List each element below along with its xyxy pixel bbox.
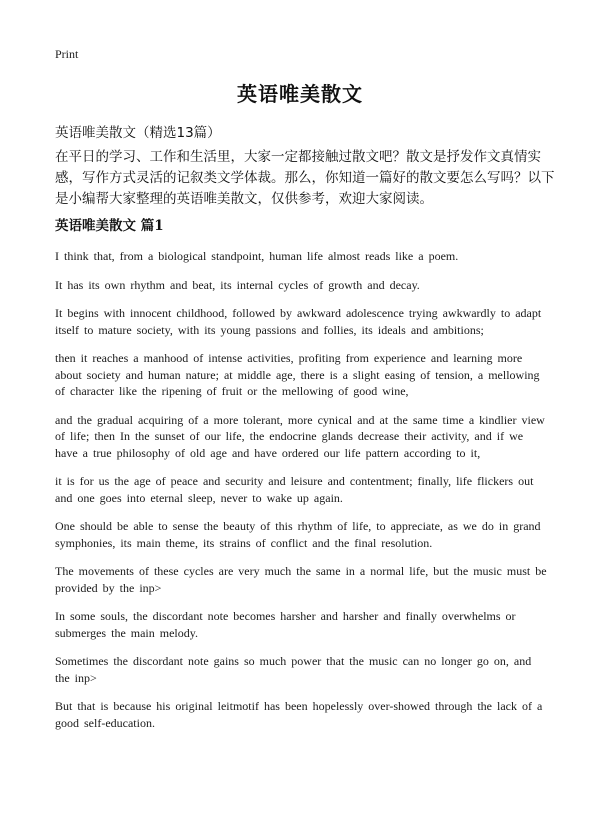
document-title: 英语唯美散文 [237,82,363,106]
essay-paragraph: But that is because his original leitmotif has been hopelessly over-showed through the lack of a good self-education. [55,699,543,730]
essay-paragraph: and the gradual acquiring of a more tolerant, more cynical and at the same time a kindlier view of life; then In the sunset of our life, the endocrine glands decrease their activity, and if we have a true philosophy of old age and have ordered our life pattern according to it, [55,412,545,460]
essay-paragraph: then it reaches a manhood of intense activities, profiting from experience and learning more about society and human nature; at middle age, there is a slight easing of tension, a mellowing of character like the ripening of fruit or the mellowing of good wine, [55,351,540,398]
essay-paragraph: In some souls, the discordant note becomes harsher and harsher and finally overwhelms or submerges the main melody. [55,609,516,640]
essay-body [55,248,547,743]
print-label[interactable]: Print [55,47,79,61]
essay-paragraph: It begins with innocent childhood, followed by awkward adolescence trying awkwardly to adapt itself to mature society, with its young passions and follies, its ideals and ambitions; [55,306,542,337]
essay-paragraph: It has its own rhythm and beat, its internal cycles of growth and decay. [55,277,420,292]
essay-paragraph: The movements of these cycles are very much the same in a normal life, but the music must be provided by the inp> [55,564,547,595]
essay-paragraph: One should be able to sense the beauty of this rhythm of life, to appreciate, as we do in grand symphonies, its main theme, its strains of conflict and the final resolution. [55,519,541,550]
essay-paragraph: it is for us the age of peace and security and leisure and contentment; finally, life flickers out and one goes into eternal sleep, never to wake up again. [55,474,534,505]
document-subtitle: 英语唯美散文（精选13篇） [55,125,221,141]
intro-paragraph: 在平日的学习、工作和生活里，大家一定都接触过散文吧？散文是抒发作文真情实感，写作方式灵活的记叙类文学体裁。那么，你知道一篇好的散文要怎么写吗？以下是小编帮大家整理的英语唯美散文，仅供参考，欢迎大家阅读。 [55,149,555,207]
essay-paragraph: I think that, from a biological standpoint, human life almost reads like a poem. [55,249,459,263]
essay-paragraph: Sometimes the discordant note gains so much power that the music can no longer go on, and the inp> [55,654,532,685]
section-heading: 英语唯美散文 篇1 [55,218,164,234]
